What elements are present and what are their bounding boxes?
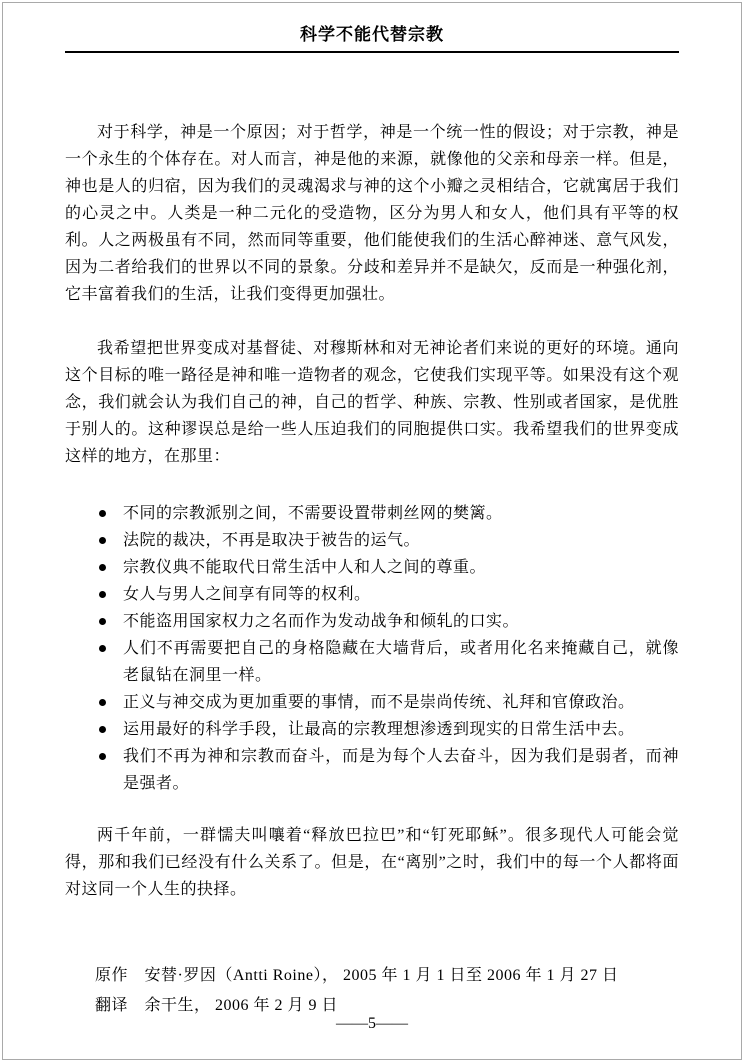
list-item: 不能盗用国家权力之名而作为发动战争和倾轧的口实。	[97, 608, 679, 635]
document-body	[65, 119, 679, 903]
list-item: 不同的宗教派别之间，不需要设置带刺丝网的樊篱。	[97, 500, 679, 527]
paragraph-intro: 对于科学，神是一个原因；对于哲学，神是一个统一性的假设；对于宗教，神是一个永生的个体存在。对人而言，神是他的来源，就像他的父亲和母亲一样。但是，神也是人的归宿，因为我们的灵魂渴求与神的这个小瓣之灵相结合，它就寓居于我们的心灵之中。人类是一种二元化的受造物，区分为男人和女人，他们具有平等的权利。人之两极虽有不同，然而同等重要，他们能使我们的生活心醉神迷、意气风发，因为二者给我们的世界以不同的景象。分歧和差异并不是缺欠，反而是一种强化剂，它丰富着我们的生活，让我们变得更加强壮。	[65, 124, 679, 303]
list-item: 人们不再需要把自己的身格隐藏在大墙背后，或者用化名来掩藏自己，就像老鼠钻在洞里一样。	[97, 635, 679, 689]
credit-original-author: 原作 安替·罗因（Antti Roine）， 2005 年 1 月 1 日至 2006 年 1 月 27 日	[95, 967, 619, 984]
page-number: ——5——	[336, 1015, 408, 1032]
page-title: 科学不能代替宗教	[300, 25, 444, 44]
title-divider	[65, 51, 679, 53]
paragraph-closing: 两千年前，一群懦夫叫嚷着“释放巴拉巴”和“钉死耶稣”。很多现代人可能会觉得，那和我们已经没有什么关系了。但是，在“离别”之时，我们中的每一个人都将面对这同一个人生的抉择。	[65, 827, 679, 898]
list-item: 我们不再为神和宗教而奋斗，而是为每个人去奋斗，因为我们是弱者，而神是强者。	[97, 743, 679, 797]
list-item: 法院的裁决，不再是取决于被告的运气。	[97, 527, 679, 554]
paragraph-wish: 我希望把世界变成对基督徒、对穆斯林和对无神论者们来说的更好的环境。通向这个目标的唯一路径是神和唯一造物者的观念，它使我们实现平等。如果没有这个观念，我们就会认为我们自己的神，自己的哲学、种族、宗教、性别或者国家，是优胜于别人的。这种谬误总是给一些人压迫我们的同胞提供口实。我希望我们的世界变成这样的地方，在那里：	[65, 340, 679, 465]
document-page	[2, 2, 742, 1060]
list-item: 女人与男人之间享有同等的权利。	[97, 581, 679, 608]
list-item: 运用最好的科学手段，让最高的宗教理想渗透到现实的日常生活中去。	[97, 716, 679, 743]
credits-block	[95, 961, 679, 1021]
list-item: 正义与神交成为更加重要的事情，而不是崇尚传统、礼拜和官僚政治。	[97, 689, 679, 716]
bullet-list	[97, 500, 679, 797]
list-item: 宗教仪典不能取代日常生活中人和人之间的尊重。	[97, 554, 679, 581]
credit-translator: 翻译 余干生， 2006 年 2 月 9 日	[95, 997, 339, 1014]
